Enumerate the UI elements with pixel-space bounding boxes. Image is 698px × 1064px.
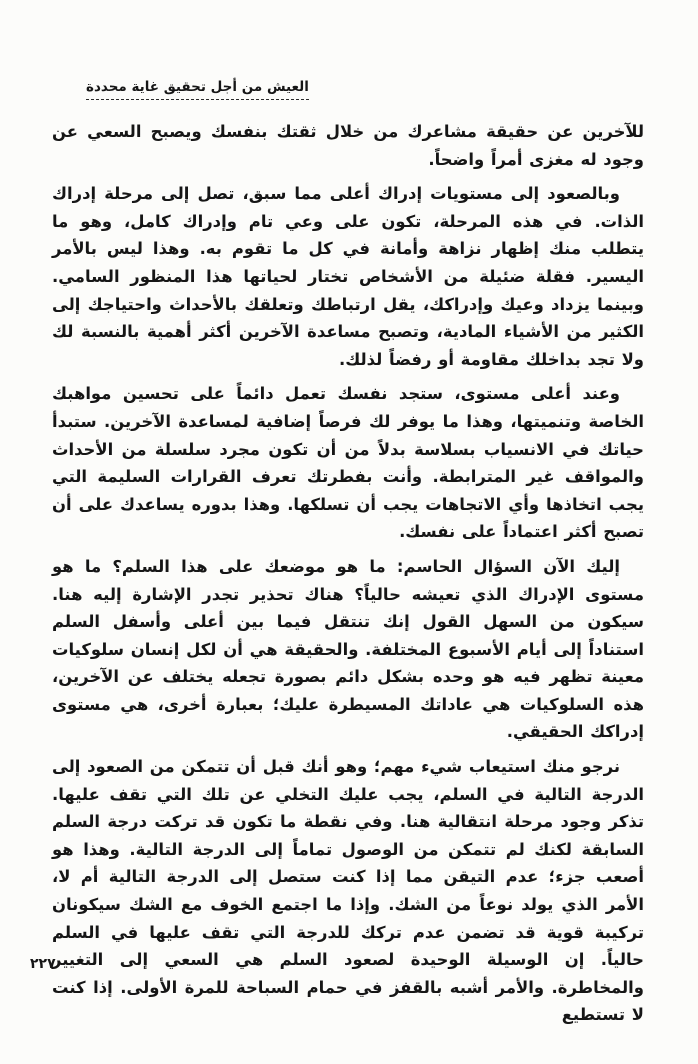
paragraph: نرجو منك استيعاب شيء مهم؛ وهو أنك قبل أن تتمكن من الصعود إلى الدرجة التالية في السلم، يجب عليك التخلي عن تلك التي تقف عليها. تذكر وجود مرحلة انتقالية هنا. وفي نقطة ما تكون قد تركت درجة السلم السابقة لكنك لم تتمكن من الوصول تماماً إلى الدرجة التالية. وهذا هو أصعب جزء؛ عدم التيقن مما إذا كنت ستصل إلى الدرجة التالية أم لا، الأمر الذي يولد نوعاً من الشك. وإذا ما اجتمع الخوف مع الشك سيكونان تركيبة قوية قد تضمن عدم تركك للدرجة التي تقف عليها في السلم حالياً. إن الوسيلة الوحيدة لصعود السلم هي السعي إلى التغيير والمخاطرة. والأمر أشبه بالقفز في حمام السباحة للمرة الأولى. إذا كنت لا تستطيع [52,757,644,1025]
paragraph: وعند أعلى مستوى، ستجد نفسك تعمل دائماً على تحسين مواهبك الخاصة وتنميتها، وهذا ما يوفر لك فرصاً إضافية لمساعدة الآخرين. ستبدأ حياتك في الانسياب بسلاسة بدلاً من أن تكون مجرد سلسلة من الأحداث والمواقف غير المترابطة. وأنت بفطرتك تعرف القرارات السليمة التي يجب اتخاذها وأي الاتجاهات يجب أن تسلكها. وهذا بدوره يساعدك على أن تصبح أكثر اعتماداً على نفسك. [52,384,644,542]
page-number: ٢٢٧ [30,956,56,972]
running-header [86,76,309,95]
paragraph: للآخرين عن حقيقة مشاعرك من خلال ثقتك بنفسك ويصبح السعي عن وجود له مغزى أمراً واضحاً. [52,122,644,169]
running-header-text: العيش من أجل تحقيق غاية محددة [86,79,309,100]
paragraph: وبالصعود إلى مستويات إدراك أعلى مما سبق، تصل إلى مرحلة إدراك الذات. في هذه المرحلة، تكون على وعي تام وإدراك كامل، وهو ما يتطلب منك إظهار نزاهة وأمانة في كل ما تقوم به. وهذا ليس بالأمر اليسير. فقلة ضئيلة من الأشخاص تختار لحياتها هذا المنظور السامي. وبينما يزداد وعيك وإدراكك، يقل ارتباطك وتعلقك بالأحداث واحتياجك إلى الكثير من الأشياء المادية، وتصبح مساعدة الآخرين أكثر أهمية بالنسبة لك ولا تجد بداخلك مقاومة أو رفضاً لذلك. [52,184,644,369]
body-text [52,118,644,1036]
paragraph: إليك الآن السؤال الحاسم: ما هو موضعك على هذا السلم؟ ما هو مستوى الإدراك الذي تعيشه حالياً؟ هناك تحذير تجدر الإشارة إليه هنا. سيكون من السهل القول إنك تنتقل فيما بين أعلى وأسفل السلم استناداً إلى أيام الأسبوع المختلفة. والحقيقة هي أن لكل إنسان سلوكيات معينة تظهر فيه هو وحده بشكل دائم بصورة تجعله يختلف عن الآخرين، هذه السلوكيات هي عاداتك المسيطرة عليك؛ بعبارة أخرى، هي مستوى إدراكك الحقيقي. [52,556,644,742]
